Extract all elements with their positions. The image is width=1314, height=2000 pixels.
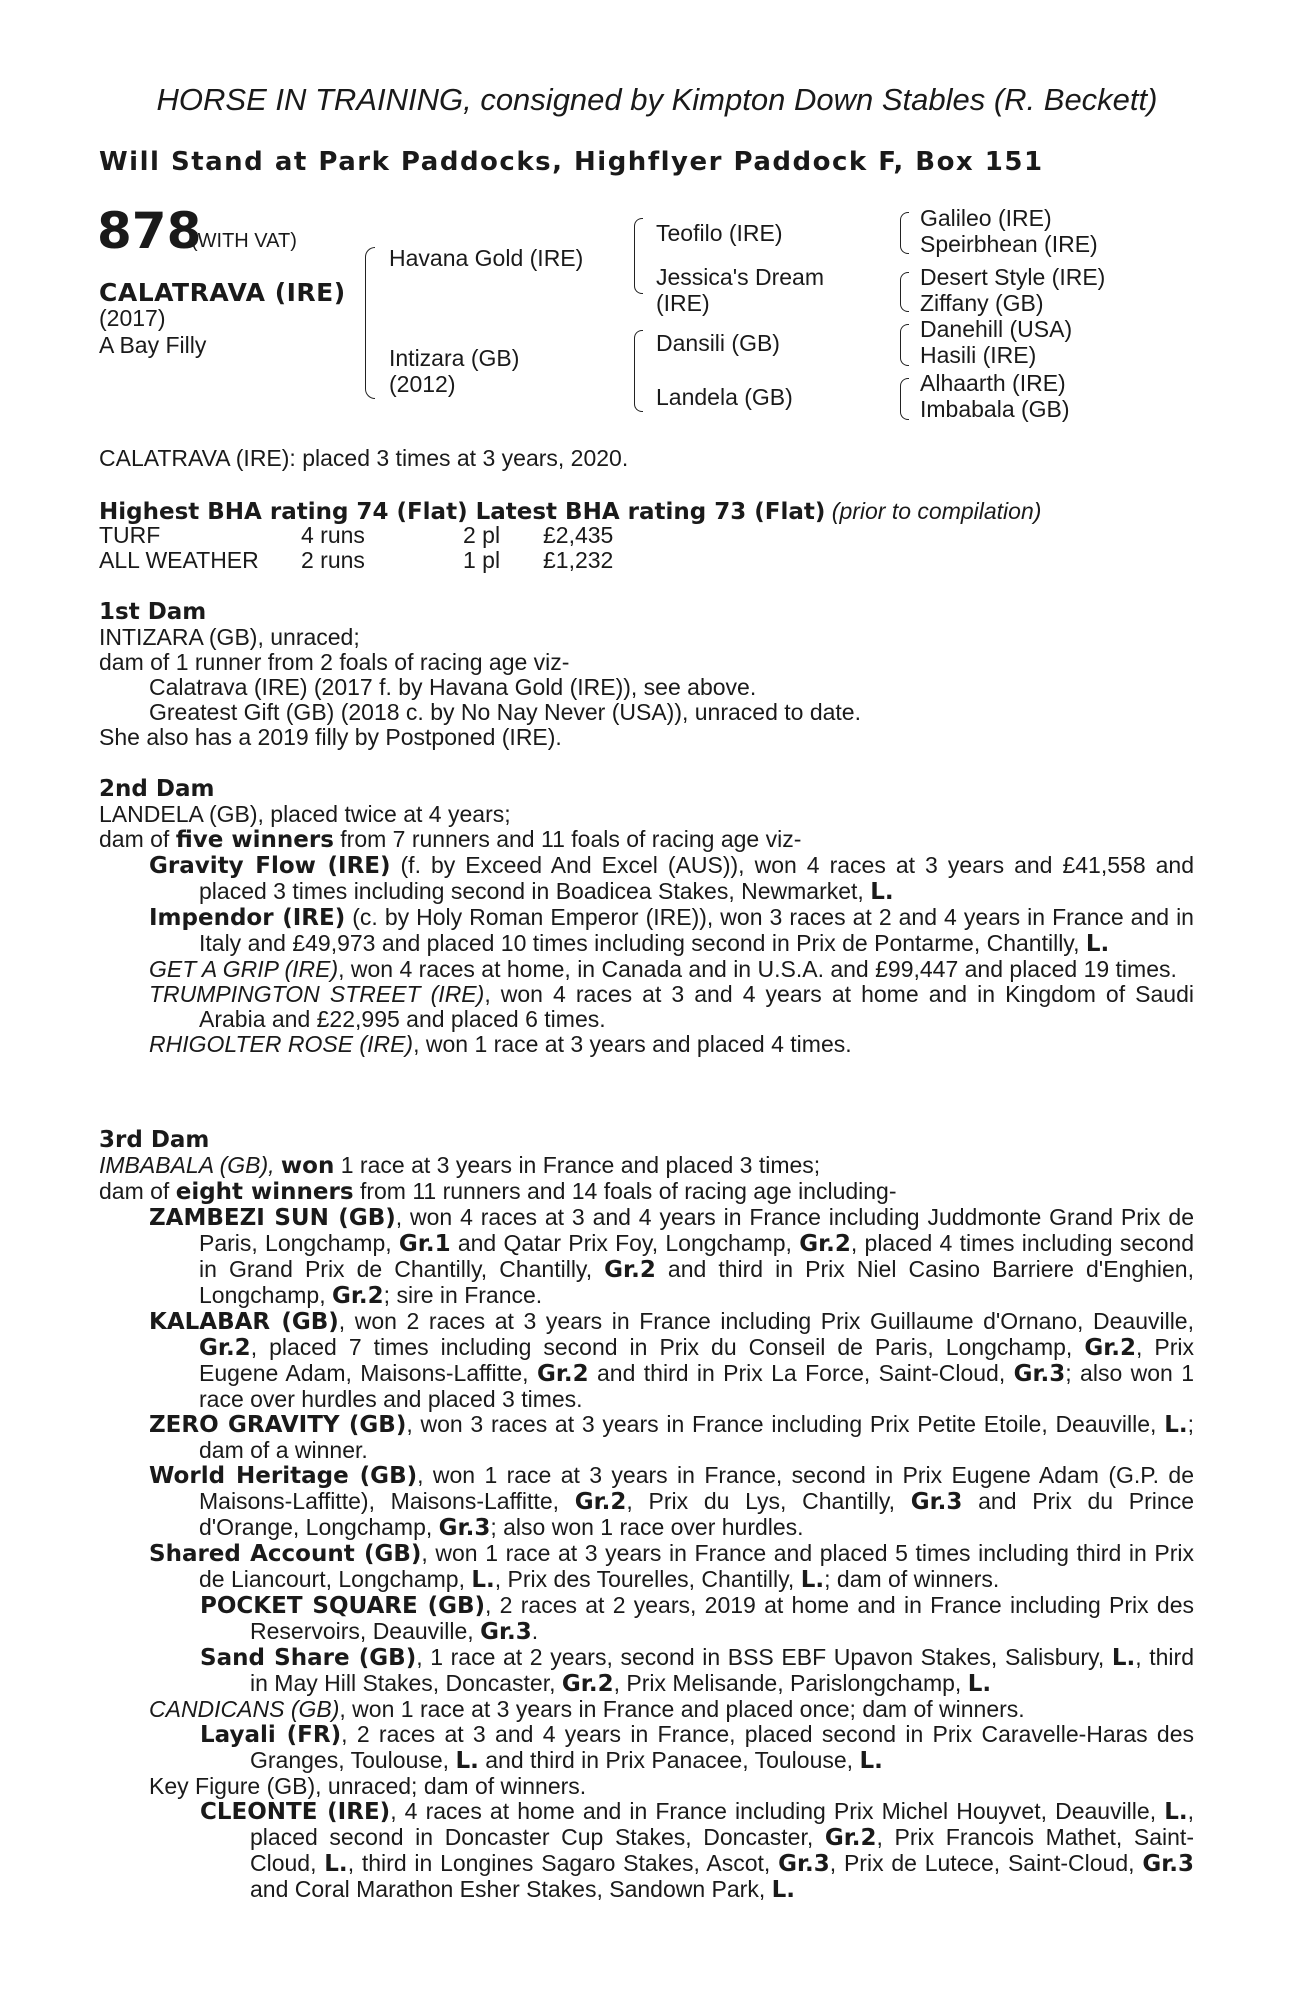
great-granddam: Ziffany (GB) [920, 290, 1044, 316]
stats-runs: 2 runs [301, 547, 365, 573]
pedigree-brace [365, 247, 375, 399]
section-heading: 1st Dam [99, 599, 207, 625]
stats-surface: TURF [99, 522, 161, 548]
pedigree-brace [634, 218, 643, 294]
dam-line: dam of five winners from 7 runners and 11 foals of racing age viz- [99, 826, 802, 853]
horse-name: CALATRAVA (IRE) [99, 278, 346, 307]
progeny-entry: CANDICANS (GB), won 1 race at 3 years in France and placed once; dam of winners. [149, 1696, 1025, 1722]
progeny-entry: Impendor (IRE) (c. by Holy Roman Emperor (IRE)), won 3 races at 2 and 4 years in France and in Italy and £49,973 and placed 10 times including second in Prix de Pontarme, Chantilly, L. [149, 904, 1194, 957]
great-granddam: Imbabala (GB) [920, 396, 1070, 422]
pedigree-brace [634, 330, 643, 412]
stats-row [99, 523, 613, 548]
stats-placed: 1 pl [463, 547, 501, 573]
dam-line: IMBABALA (GB), won 1 race at 3 years in France and placed 3 times; [99, 1152, 821, 1179]
progeny-entry: ZERO GRAVITY (GB), won 3 races at 3 years in France including Prix Petite Etoile, Deauville, L.; dam of a winner. [149, 1411, 1194, 1463]
progeny-entry: Key Figure (GB), unraced; dam of winners. [149, 1773, 587, 1799]
bha-ratings [99, 498, 1041, 525]
sire-dam-country: (IRE) [656, 290, 710, 316]
dam-year: (2012) [389, 371, 456, 397]
great-grandsire: Desert Style (IRE) [920, 264, 1106, 290]
dam-dam: Landela (GB) [656, 384, 793, 410]
sire: Havana Gold (IRE) [389, 245, 584, 271]
stats-runs: 4 runs [301, 522, 365, 548]
third-dam-section [99, 1128, 1194, 1903]
first-dam-section [99, 600, 1194, 750]
sire-dam: Jessica's Dream [656, 264, 824, 290]
progeny-entry: RHIGOLTER ROSE (IRE), won 1 race at 3 years and placed 4 times. [149, 1031, 852, 1057]
vat-note: (WITH VAT) [191, 230, 297, 252]
stats-row [99, 548, 613, 573]
dam-line: dam of 1 runner from 2 foals of racing age viz- [99, 649, 570, 675]
great-granddam: Hasili (IRE) [920, 342, 1037, 368]
section-heading: 2nd Dam [99, 776, 215, 802]
pedigree-brace [900, 212, 909, 254]
progeny-entry: Calatrava (IRE) (2017 f. by Havana Gold (IRE)), see above. [149, 674, 757, 700]
ratings-note: (prior to compilation) [831, 498, 1042, 524]
stats-prize: £2,435 [543, 522, 614, 548]
progeny-entry: Sand Share (GB), 1 race at 2 years, second in BSS EBF Upavon Stakes, Salisbury, L., third in May Hill Stakes, Doncaster, Gr.2, Prix Melisande, Parislongchamp, L. [200, 1644, 1194, 1697]
ratings-text: Highest BHA rating 74 (Flat) Latest BHA rating 73 (Flat) [99, 499, 826, 525]
dam-line: INTIZARA (GB), unraced; [99, 624, 360, 650]
sire-sire: Teofilo (IRE) [656, 220, 783, 246]
progeny-entry: World Heritage (GB), won 1 race at 3 years in France, second in Prix Eugene Adam (G.P. de Maisons-Laffitte), Maisons-Laffitte, Gr.2, Prix du Lys, Chantilly, Gr.3 and Prix du Prince d'Orange, Longchamp, Gr.3; also won 1 race over hurdles. [149, 1462, 1194, 1541]
progeny-entry: GET A GRIP (IRE), won 4 races at home, in Canada and in U.S.A. and £99,447 and placed 19 times. [149, 956, 1177, 982]
progeny-entry: KALABAR (GB), won 2 races at 3 years in France including Prix Guillaume d'Ornano, Deauville, Gr.2, placed 7 times including second in Prix du Conseil de Paris, Longchamp, Gr.2, Prix Eugene Adam, Maisons-Laffitte, Gr.2 and third in Prix La Force, Saint-Cloud, Gr.3; also won 1 race over hurdles and placed 3 times. [149, 1308, 1194, 1412]
pedigree-brace [900, 272, 909, 312]
race-summary: CALATRAVA (IRE): placed 3 times at 3 years, 2020. [99, 445, 629, 471]
stats-surface: ALL WEATHER [99, 547, 259, 573]
second-dam-section [99, 777, 1194, 1057]
dam-sire: Dansili (GB) [656, 330, 780, 356]
horse-year: (2017) [99, 305, 166, 331]
dam-line: dam of eight winners from 11 runners and 14 foals of racing age including- [99, 1178, 897, 1205]
stand-location: Will Stand at Park Paddocks, Highflyer Paddock F, Box 151 [99, 147, 1044, 177]
consignment-title: HORSE IN TRAINING, consigned by Kimpton Down Stables (R. Beckett) [156, 82, 1158, 117]
section-heading: 3rd Dam [99, 1127, 210, 1153]
progeny-entry: ZAMBEZI SUN (GB), won 4 races at 3 and 4 years in France including Juddmonte Grand Prix de Paris, Longchamp, Gr.1 and Qatar Prix Foy, Longchamp, Gr.2, placed 4 times including second in Grand Prix de Chantilly, Chantilly, Gr.2 and third in Prix Niel Casino Barriere d'Enghien, Longchamp, Gr.2; sire in France. [149, 1204, 1194, 1309]
progeny-entry: CLEONTE (IRE), 4 races at home and in France including Prix Michel Houyvet, Deauville, L., placed second in Doncaster Cup Stakes, Doncaster, Gr.2, Prix Francois Mathet, Saint-Cloud, L., third in Longines Sagaro Stakes, Ascot, Gr.3, Prix de Lutece, Saint-Cloud, Gr.3 and Coral Marathon Esher Stakes, Sandown Park, L. [200, 1798, 1194, 1903]
horse-description: A Bay Filly [99, 332, 207, 358]
progeny-entry: Gravity Flow (IRE) (f. by Exceed And Excel (AUS)), won 4 races at 3 years and £41,558 and placed 3 times including second in Boadicea Stakes, Newmarket, L. [149, 852, 1194, 905]
progeny-entry: Shared Account (GB), won 1 race at 3 years in France and placed 5 times including third in Prix de Liancourt, Longchamp, L., Prix des Tourelles, Chantilly, L.; dam of winners. [149, 1540, 1194, 1593]
stats-placed: 2 pl [463, 522, 501, 548]
progeny-entry: POCKET SQUARE (GB), 2 races at 2 years, 2019 at home and in France including Prix des Reservoirs, Deauville, Gr.3. [200, 1592, 1194, 1645]
progeny-entry: Layali (FR), 2 races at 3 and 4 years in France, placed second in Prix Caravelle-Haras des Granges, Toulouse, L. and third in Prix Panacee, Toulouse, L. [200, 1721, 1195, 1774]
lot-number: 878 [97, 202, 202, 260]
pedigree-brace [900, 378, 909, 420]
dam: Intizara (GB) [389, 345, 520, 371]
great-grandsire: Danehill (USA) [920, 316, 1073, 342]
progeny-entry: Greatest Gift (GB) (2018 c. by No Nay Never (USA)), unraced to date. [149, 699, 861, 725]
stats-table [99, 523, 613, 573]
dam-line: She also has a 2019 filly by Postponed (IRE). [99, 724, 562, 750]
dam-line: LANDELA (GB), placed twice at 4 years; [99, 801, 511, 827]
great-granddam: Speirbhean (IRE) [920, 231, 1098, 257]
progeny-entry: TRUMPINGTON STREET (IRE), won 4 races at 3 and 4 years at home and in Kingdom of Saudi Arabia and £22,995 and placed 6 times. [149, 981, 1195, 1032]
pedigree-brace [900, 324, 909, 366]
great-grandsire: Galileo (IRE) [920, 205, 1052, 231]
great-grandsire: Alhaarth (IRE) [920, 370, 1066, 396]
stats-prize: £1,232 [543, 547, 614, 573]
